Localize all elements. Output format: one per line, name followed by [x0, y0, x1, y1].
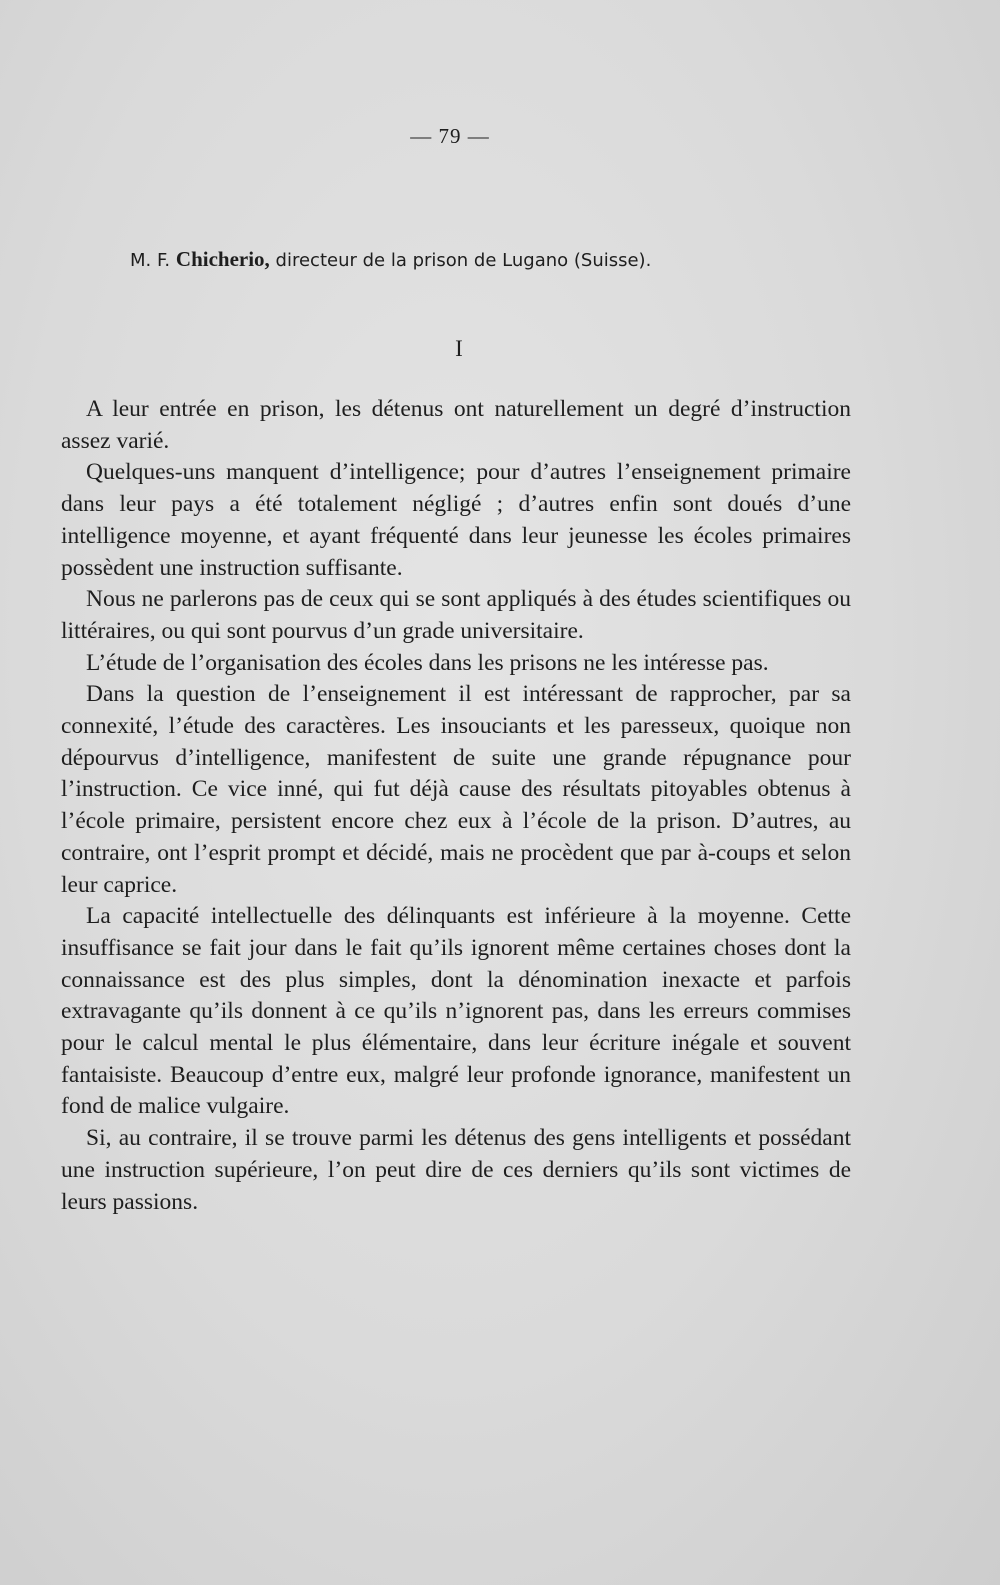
paragraph: Quelques-uns manquent d’intelligence; pour d’autres l’enseignement primaire dans leur pays a été totalement négligé ; d’autres enfin sont doués d’une intelligence moyenne, et ayant fréquenté dans leur jeunesse les écoles primaires possèdent une instruction suffisante. — [61, 459, 851, 581]
author-initials: M. F. — [130, 250, 171, 271]
author-byline — [130, 247, 850, 272]
body-text — [61, 394, 851, 1218]
page-number: — 79 — — [410, 124, 490, 148]
section-heading: I — [455, 336, 463, 361]
paragraph: Si, au contraire, il se trouve parmi les détenus des gens intelligents et possédant une instruction supérieure, l’on peut dire de ces derniers qu’ils sont victimes de leurs passions. — [61, 1125, 851, 1215]
paragraph: L’étude de l’organisation des écoles dans les prisons ne les intéresse pas. — [86, 649, 769, 676]
paragraph: Dans la question de l’enseignement il est intéressant de rapprocher, par sa connexité, l’étude des caractères. Les insouciants et les paresseux, quoique non dépourvus d’intelligence, manifestent de suite une grande répugnance pour l’instruction. Ce vice inné, qui fut déjà cause des résultats pitoyables obtenus à l’école primaire, persistent encore chez eux à l’école de la prison. D’autres, au contraire, ont l’esprit prompt et décidé, mais ne procèdent que par à-coups et selon leur caprice. — [61, 681, 851, 898]
paragraph: Nous ne parlerons pas de ceux qui se sont appliqués à des études scientifiques ou littéraires, ou qui sont pourvus d’un grade universitaire. — [61, 586, 851, 644]
author-name: Chicherio, — [175, 247, 270, 271]
author-role: directeur de la prison de Lugano (Suisse). — [275, 250, 652, 271]
paragraph: La capacité intellectuelle des délinquants est inférieure à la moyenne. Cette insuffisance se fait jour dans le fait qu’ils ignorent même certaines choses dont la connaissance est des plus simples, dont la dénomination inexacte et parfois extravagante qu’ils donnent à ce qu’ils n’ignorent pas, dans les erreurs commises pour le calcul mental le plus élémentaire, dans leur écriture inégale et souvent fantaisiste. Beaucoup d’entre eux, malgré leur profonde ignorance, manifestent un fond de malice vulgaire. — [61, 903, 851, 1120]
paragraph: A leur entrée en prison, les détenus ont naturellement un degré d’instruction assez varié. — [61, 396, 851, 454]
